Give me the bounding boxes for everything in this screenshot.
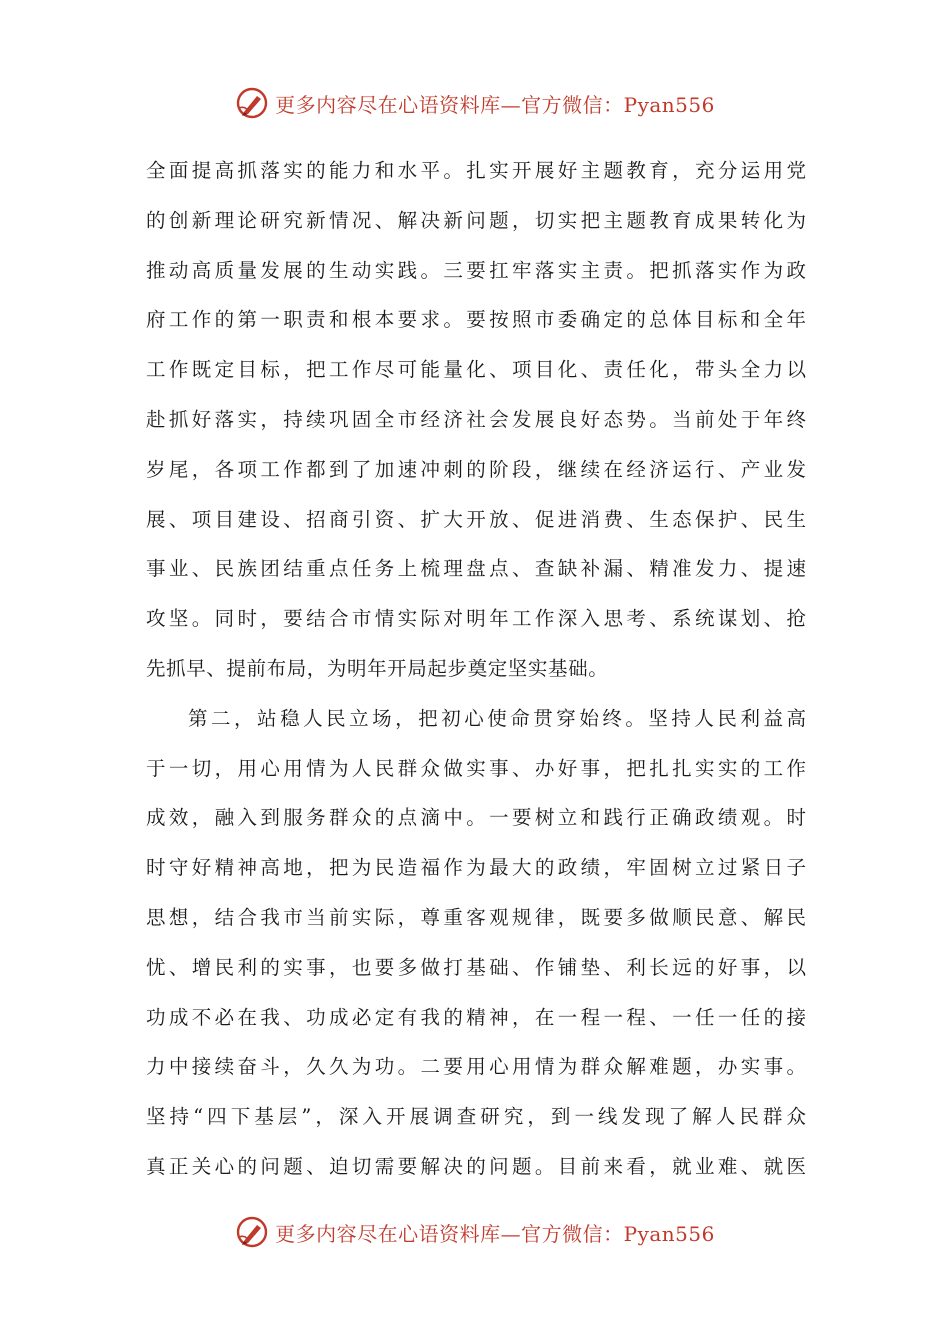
footer-watermark-banner <box>0 1207 950 1257</box>
footer-watermark-text: 更多内容尽在心语资料库—官方微信：Pyan556 <box>275 1221 715 1246</box>
text-line: 赴抓好落实，持续巩固全市经济社会发展良好态势。当前处于年终 <box>146 407 806 431</box>
text-line: 功成不必在我、功成必定有我的精神，在一程一程、一任一任的接 <box>146 1005 806 1029</box>
header-watermark-banner <box>0 78 950 128</box>
pen-logo-icon <box>235 86 269 120</box>
text-line: 力中接续奋斗，久久为功。二要用心用情为群众解难题，办实事。 <box>146 1055 806 1079</box>
text-line: 忧、增民利的实事，也要多做打基础、作铺垫、利长远的好事，以 <box>146 955 806 979</box>
text-line: 事业、民族团结重点任务上梳理盘点、查缺补漏、精准发力、提速 <box>146 557 806 581</box>
text-line: 府工作的第一职责和根本要求。要按照市委确定的总体目标和全年 <box>146 308 806 332</box>
text-line: 真正关心的问题、迫切需要解决的问题。目前来看，就业难、就医 <box>146 1154 806 1178</box>
text-line: 坚持“四下基层”，深入开展调查研究，到一线发现了解人民群众 <box>146 1105 806 1129</box>
text-line: 思想，结合我市当前实际，尊重客观规律，既要多做顺民意、解民 <box>146 905 806 929</box>
paragraph-end-line: 先抓早、提前布局，为明年开局起步奠定坚实基础。 <box>146 656 609 680</box>
document-body <box>146 146 806 1192</box>
text-line: 的创新理论研究新情况、解决新问题，切实把主题教育成果转化为 <box>146 208 806 232</box>
pen-logo-icon <box>235 1215 269 1249</box>
paragraph-start-line: 第二，站稳人民立场，把初心使命贯穿始终。坚持人民利益高 <box>188 706 806 730</box>
text-line: 全面提高抓落实的能力和水平。扎实开展好主题教育，充分运用党 <box>146 159 806 182</box>
text-line: 工作既定目标，把工作尽可能量化、项目化、责任化，带头全力以 <box>146 358 806 382</box>
text-line: 展、项目建设、招商引资、扩大开放、促进消费、生态保护、民生 <box>146 507 806 531</box>
text-line: 时守好精神高地，把为民造福作为最大的政绩，牢固树立过紧日子 <box>146 856 806 880</box>
text-line: 岁尾，各项工作都到了加速冲刺的阶段，继续在经济运行、产业发 <box>146 457 806 481</box>
text-line: 攻坚。同时，要结合市情实际对明年工作深入思考、系统谋划、抢 <box>146 607 806 631</box>
text-line: 成效，融入到服务群众的点滴中。一要树立和践行正确政绩观。时 <box>146 806 806 830</box>
text-line: 于一切，用心用情为人民群众做实事、办好事，把扎扎实实的工作 <box>146 756 806 780</box>
text-line: 推动高质量发展的生动实践。三要扛牢落实主责。把抓落实作为政 <box>146 258 806 282</box>
header-watermark-text: 更多内容尽在心语资料库—官方微信：Pyan556 <box>275 92 715 117</box>
